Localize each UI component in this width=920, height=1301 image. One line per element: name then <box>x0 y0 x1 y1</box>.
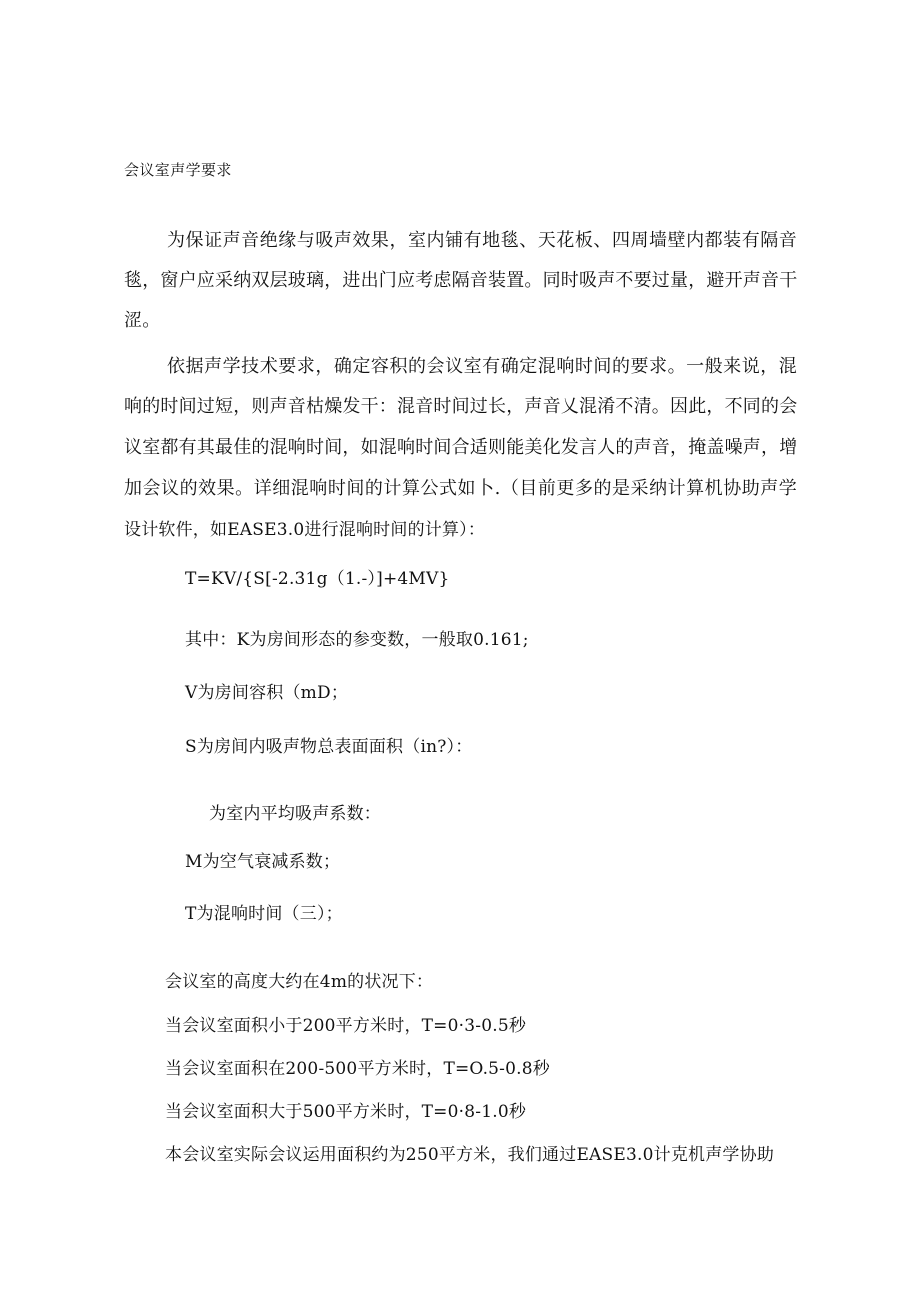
reverberation-formula: T=KV∕{S[-2.31g（1.-）]+4MV} <box>185 569 450 589</box>
paragraph-2-line-1: 依据声学技术要求，确定容积的会议室有确定混响时间的要求。一般来说，混 <box>167 356 797 377</box>
actual-room-area: 本会议室实际会议运用面积约为250平方米，我们通过EASE3.0计克机声学协助 <box>165 1145 775 1165</box>
paragraph-2-line-5: 设计软件，如EASE3.0进行混响时间的计算）： <box>124 520 486 540</box>
condition-200-500: 当会议室面积在200-500平方米时，T=O.5-0.8秒 <box>165 1059 550 1079</box>
condition-over-500: 当会议室面积大于500平方米时，T=0·8-1.0秒 <box>165 1102 527 1122</box>
document-title: 会议室声学要求 <box>124 162 232 179</box>
paragraph-2-line-4: 加会议的效果。详细混响时间的计算公式如卜.（目前更多的是采纳计算机协助声学 <box>124 478 797 499</box>
definition-v: V为房间容积（mD； <box>185 683 349 703</box>
condition-under-200: 当会议室面积小于200平方米时，T=0·3-0.5秒 <box>165 1016 527 1036</box>
paragraph-2-line-2: 响的时间过短，则声音枯燥发干：混音时间过长，声音乂混淆不清。因此，不同的会 <box>124 396 798 417</box>
paragraph-1-line-1: 为保证声音绝缘与吸声效果，室内铺有地毯、天花板、四周墙壁内都装有隔音 <box>167 230 797 251</box>
definition-s: S为房间内吸声物总表面面积（in?）： <box>185 737 473 757</box>
definition-alpha: 为室内平均吸声系数： <box>209 804 381 824</box>
definition-k: 其中：K为房间形态的参变数，一般取0.161; <box>185 630 529 650</box>
paragraph-1-line-2: 毯，窗户应采纳双层玻璃，进出门应考虑隔音装置。同时吸声不要过量，避开声音干 <box>124 270 798 291</box>
paragraph-1-line-3: 涩。 <box>124 310 161 331</box>
definition-t: T为混响时间（三）； <box>185 904 343 924</box>
definition-m: M为空气衰减系数； <box>185 852 341 872</box>
paragraph-2-line-3: 议室都有其最佳的混响时间，如混响时间合适则能美化发言人的声音，掩盖噪声，增 <box>124 437 798 458</box>
condition-height: 会议室的高度大约在4m的状况下： <box>165 972 434 992</box>
